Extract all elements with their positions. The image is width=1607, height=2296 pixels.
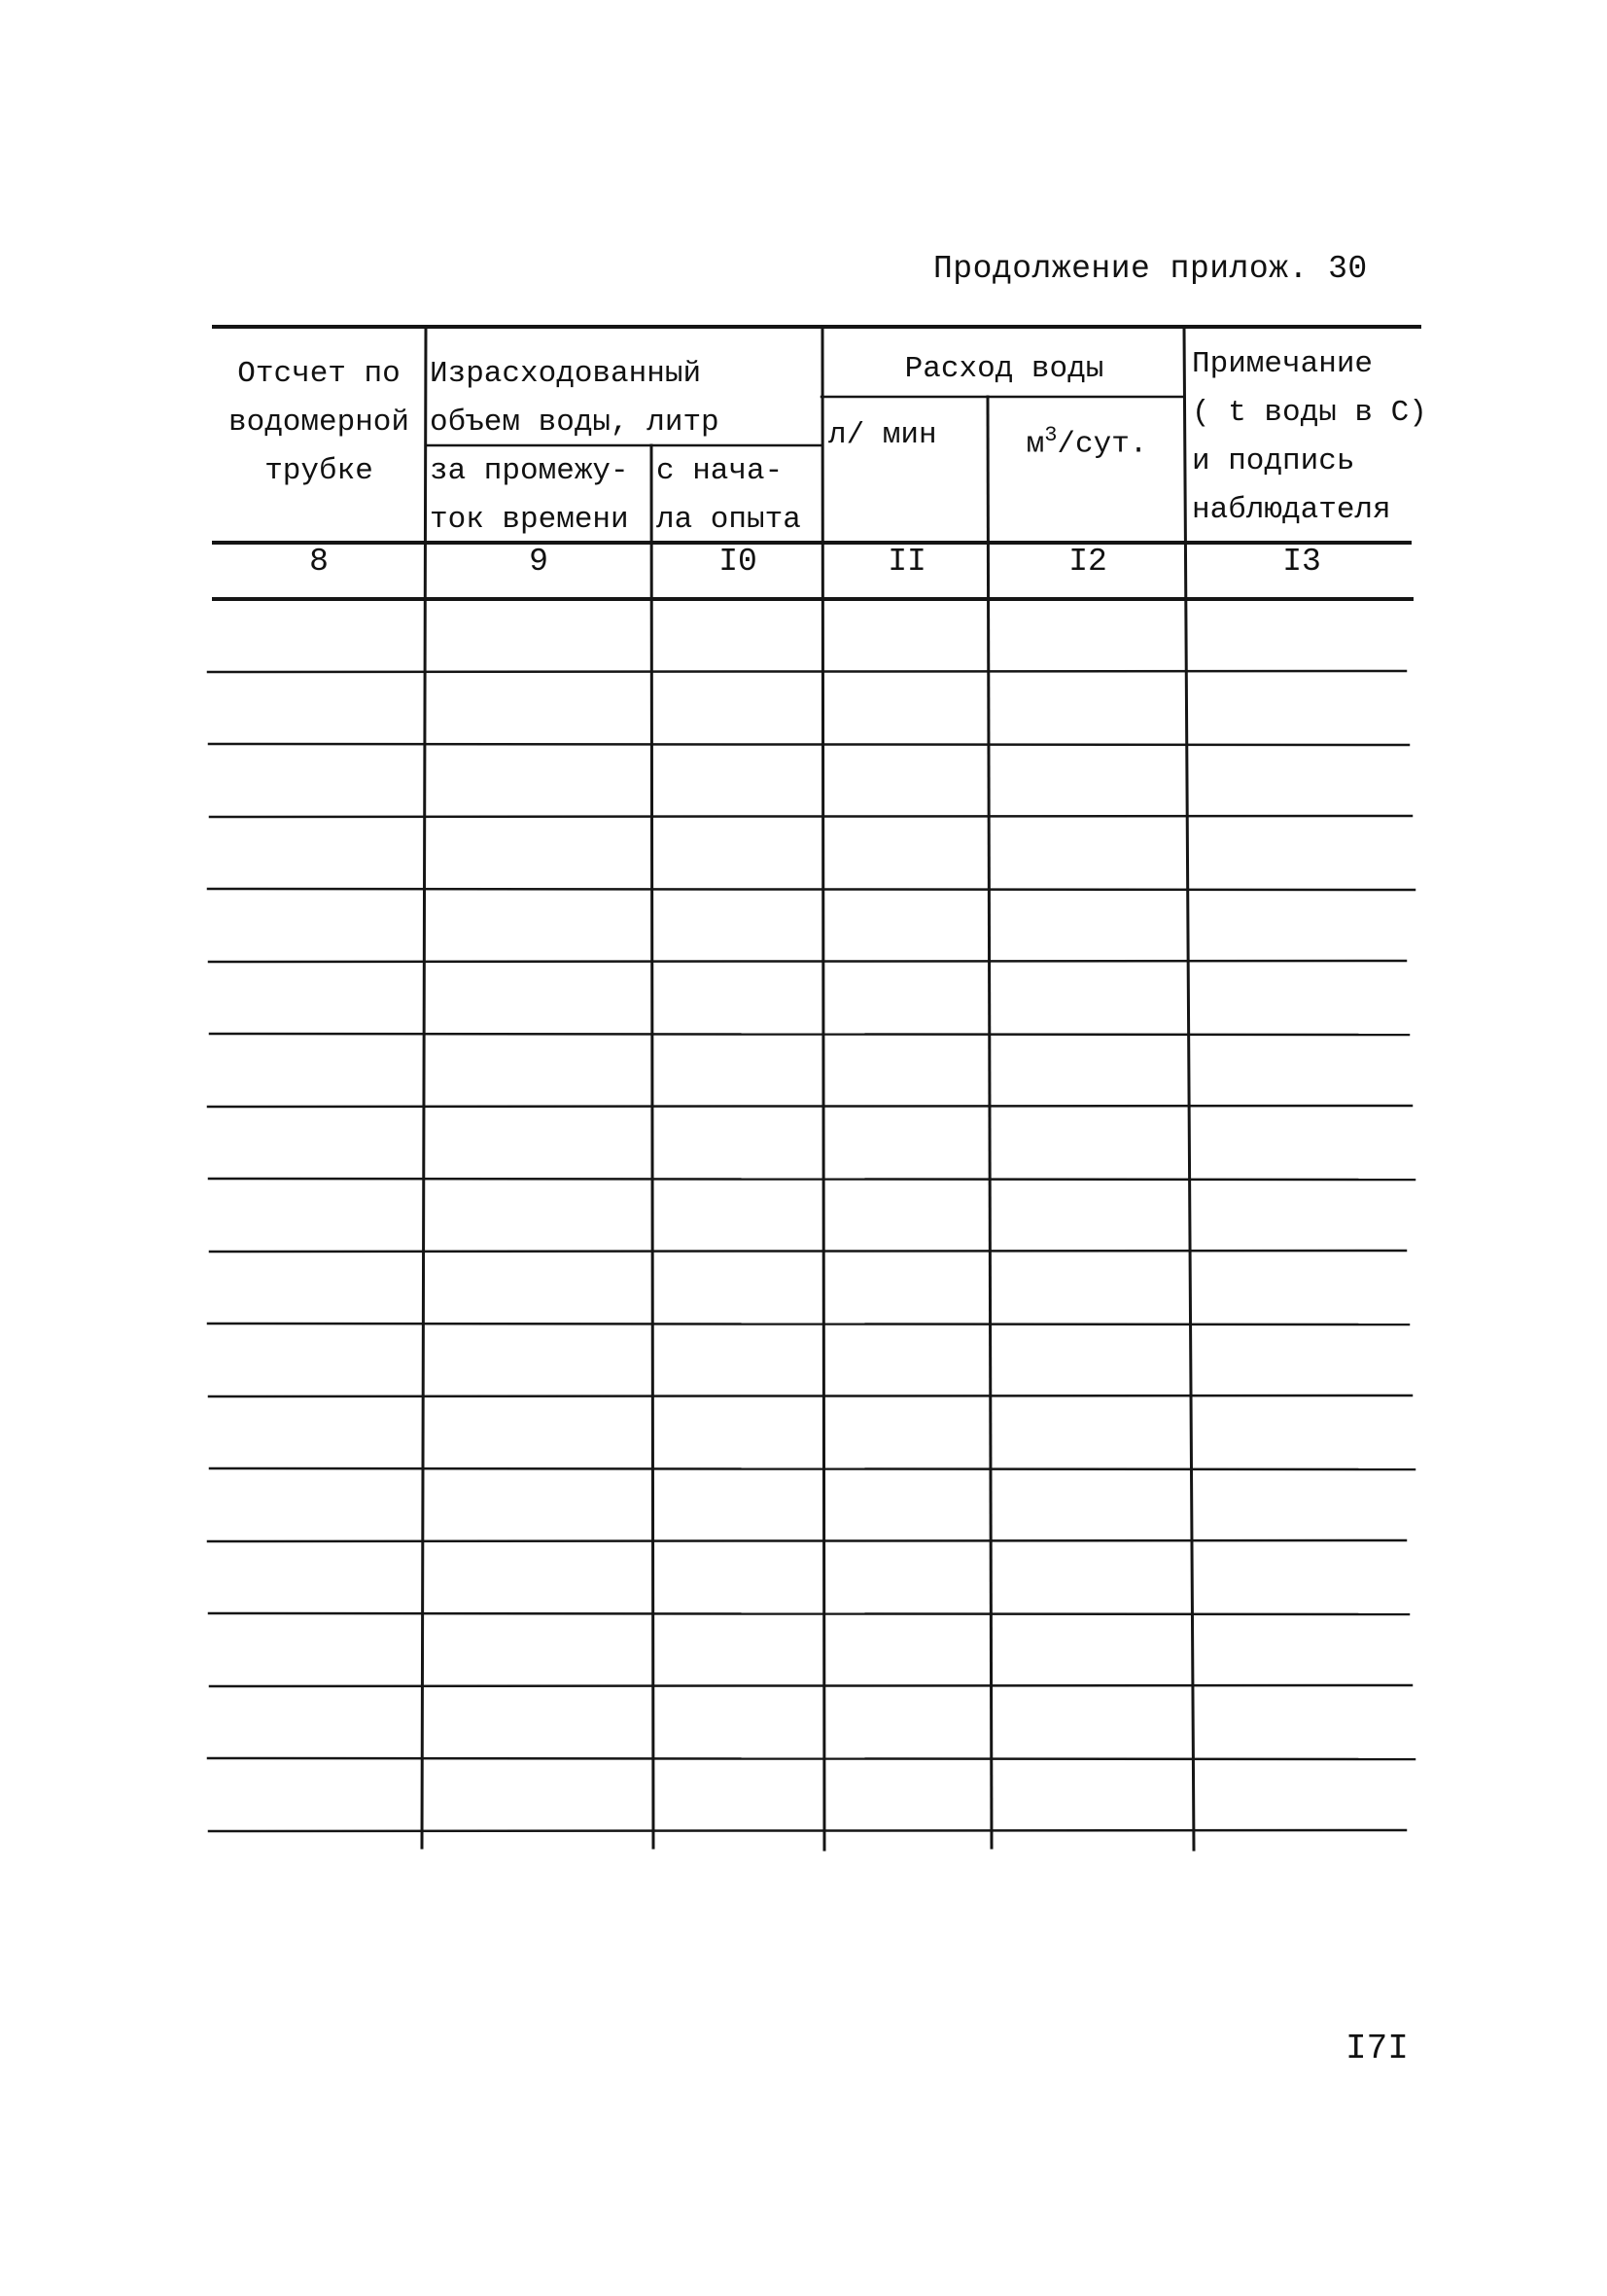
column-number-9: 9: [529, 544, 548, 580]
page-number: I7I: [1345, 2029, 1409, 2068]
header-m3-superscript: 3: [1044, 423, 1058, 447]
column-number-8: 8: [309, 544, 329, 580]
header-volume-line-1: Израсходованный: [430, 357, 702, 391]
header-m3-unit: м: [1026, 427, 1045, 462]
header-reading-line-1: Отсчет по: [237, 357, 401, 391]
appendix-continuation-caption: Продолжение прилож. 30: [933, 251, 1368, 287]
header-per-day-unit: /сут.: [1057, 427, 1148, 462]
header-interval-line-1: за промежу-: [430, 454, 629, 488]
table-row: [216, 1179, 1415, 1252]
table-row: [216, 1107, 1415, 1180]
header-cumulative-line-2: ла опыта: [656, 503, 801, 537]
header-cumulative-line-1: с нача-: [656, 454, 784, 488]
table-row: [216, 817, 1415, 890]
table-row: [216, 962, 1415, 1035]
header-interval-volume: [430, 447, 649, 545]
header-flow-group: Расход воды: [904, 352, 1104, 386]
table-row: [216, 1034, 1415, 1107]
header-flow-m3-per-day: [992, 411, 1182, 469]
table-row: [216, 599, 1415, 672]
header-remarks-line-2: ( t воды в С): [1192, 396, 1427, 430]
header-remarks-line-1: Примечание: [1192, 347, 1374, 381]
table-row: [216, 1758, 1415, 1831]
table-row: [216, 672, 1415, 745]
table-row: [216, 744, 1415, 817]
header-flow-lpm: л/ мин: [828, 418, 937, 452]
table-row: [216, 889, 1415, 962]
column-number-12: I2: [1068, 544, 1107, 580]
column-number-11: II: [888, 544, 926, 580]
header-remarks-line-3: и подпись: [1192, 444, 1355, 478]
column-number-10: I0: [718, 544, 757, 580]
header-volume-line-2: объем воды, литр: [430, 406, 719, 440]
header-reading-line-2: водомерной: [227, 406, 410, 440]
table-row: [216, 1686, 1415, 1759]
header-remarks-line-4: наблюдателя: [1192, 493, 1391, 527]
table-row: [216, 1324, 1415, 1396]
header-remarks-column: [1192, 340, 1425, 535]
column-number-13: I3: [1282, 544, 1321, 580]
header-cumulative-volume: [656, 447, 821, 545]
table-row: [216, 1468, 1415, 1541]
header-volume-group: [430, 350, 819, 447]
header-interval-line-2: ток времени: [430, 503, 629, 537]
table-row: [216, 1613, 1415, 1686]
header-reading-line-3: трубке: [264, 454, 373, 488]
table-row: [216, 1252, 1415, 1325]
header-reading-column: [216, 350, 422, 496]
table-row: [216, 1396, 1415, 1469]
table-row: [216, 1541, 1415, 1614]
